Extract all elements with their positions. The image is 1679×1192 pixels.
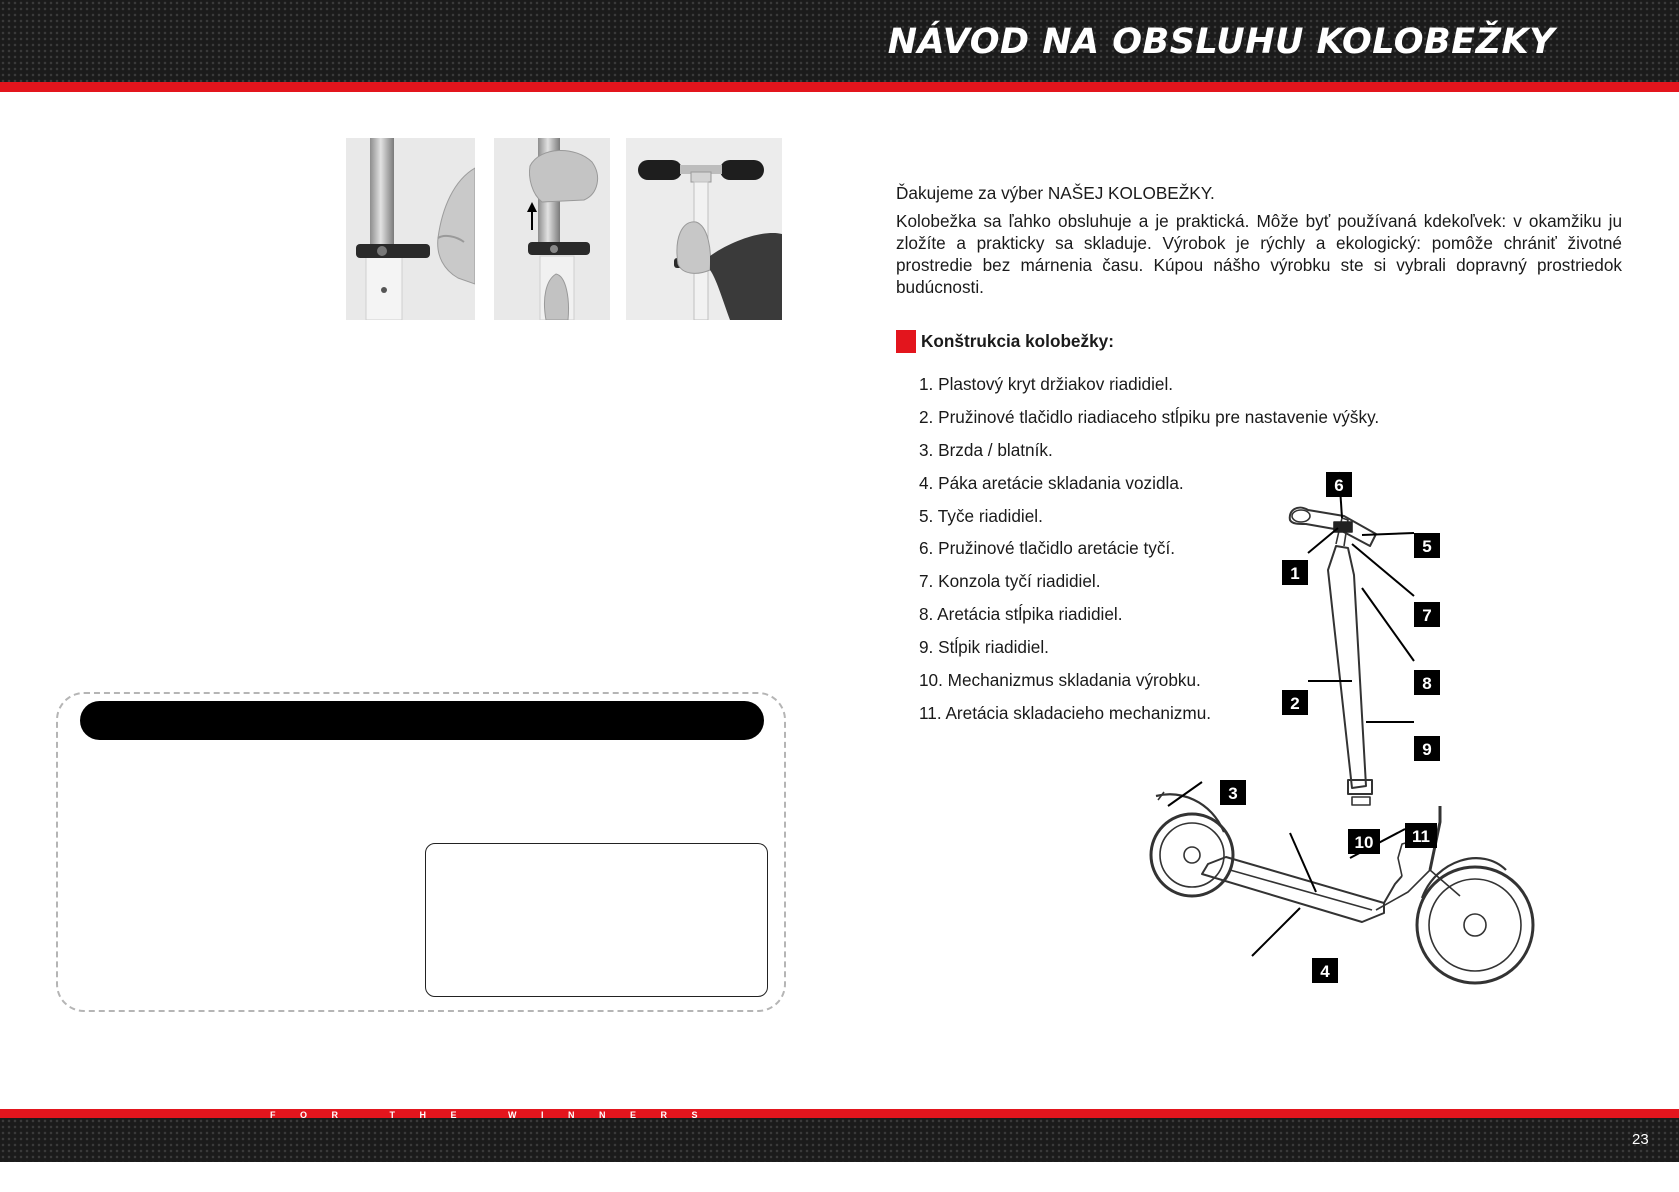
- svg-text:1: 1: [1290, 564, 1300, 583]
- diagram-label-11: [1405, 823, 1437, 848]
- heading-marker: [896, 330, 916, 353]
- svg-text:3: 3: [1228, 784, 1238, 803]
- scooter-diagram: [1140, 460, 1560, 1000]
- svg-text:8: 8: [1422, 674, 1432, 693]
- diagram-label-7: [1414, 602, 1440, 627]
- svg-text:4: 4: [1320, 962, 1330, 981]
- parts-list-item: 2. Pružinové tlačidlo riadiaceho stĺpiku pre nastavenie výšky.: [919, 406, 1380, 427]
- diagram-label-8: [1414, 670, 1440, 695]
- parts-list-item: 4. Páka aretácie skladania vozidla.: [919, 472, 1184, 493]
- parts-list-item: 8. Aretácia stĺpika riadidiel.: [919, 604, 1123, 625]
- diagram-label-1: [1282, 560, 1308, 585]
- parts-list-item: 9. Stĺpik riadidiel.: [919, 637, 1049, 658]
- svg-text:11: 11: [1412, 827, 1430, 846]
- footer-red-stripe: [0, 1109, 1679, 1118]
- svg-text:6: 6: [1334, 476, 1344, 495]
- svg-text:2: 2: [1290, 694, 1300, 713]
- document-title: NÁVOD NA OBSLUHU KOLOBEŽKY: [887, 22, 1555, 62]
- photo-pole-extension: [494, 138, 610, 320]
- diagram-label-2: [1282, 690, 1308, 715]
- parts-list-item: 7. Konzola tyčí riadidiel.: [919, 571, 1101, 592]
- intro-section: [896, 182, 1622, 298]
- diagram-label-10: [1348, 829, 1380, 854]
- scooter-drawing: [1151, 508, 1533, 983]
- photo-clamp-lever: [346, 138, 475, 320]
- footer-slogan: FOR THE WINNERS: [270, 1110, 722, 1120]
- page-number: 23: [1632, 1131, 1649, 1148]
- parts-list-item: 10. Mechanizmus skladania výrobku.: [919, 670, 1201, 691]
- intro-paragraph: Kolobežka sa ľahko obsluhuje a je praktická. Môže byť používaná kdekoľvek: v okamžiku ju zložíte a prakticky sa skladuje. Výrobok je rýchly a ekologický: pomôže chrániť životné prostredie bez márnenia času. Kúpou nášho výrobku ste si vybrali dopravný prostriedok budúcnosti.: [896, 211, 1622, 297]
- svg-text:7: 7: [1422, 606, 1432, 625]
- intro-thanks: Ďakujeme za výber NAŠEJ KOLOBEŽKY.: [896, 183, 1215, 203]
- diagram-label-9: [1414, 736, 1440, 761]
- parts-list-item: 11. Aretácia skladacieho mechanizmu.: [919, 702, 1212, 723]
- parts-list-item: 3. Brzda / blatník.: [919, 439, 1053, 460]
- info-box-header-bar: [80, 701, 764, 740]
- diagram-label-4: [1312, 958, 1338, 983]
- header-red-stripe: [0, 82, 1679, 92]
- diagram-label-3: [1220, 780, 1246, 805]
- diagram-label-6: [1326, 472, 1352, 497]
- svg-text:5: 5: [1422, 537, 1432, 556]
- footer-band: [0, 1118, 1679, 1162]
- parts-list-item: 6. Pružinové tlačidlo aretácie tyčí.: [919, 538, 1176, 559]
- info-box-inner-frame: [425, 843, 768, 997]
- photo-handlebar-release: [626, 138, 782, 320]
- construction-heading-text: Konštrukcia kolobežky:: [921, 331, 1114, 351]
- parts-list-item: 5. Tyče riadidiel.: [919, 505, 1043, 526]
- svg-text:10: 10: [1354, 833, 1374, 852]
- diagram-label-5: [1414, 533, 1440, 558]
- parts-list-item: 1. Plastový kryt držiakov riadidiel.: [919, 374, 1174, 394]
- svg-text:9: 9: [1422, 740, 1432, 759]
